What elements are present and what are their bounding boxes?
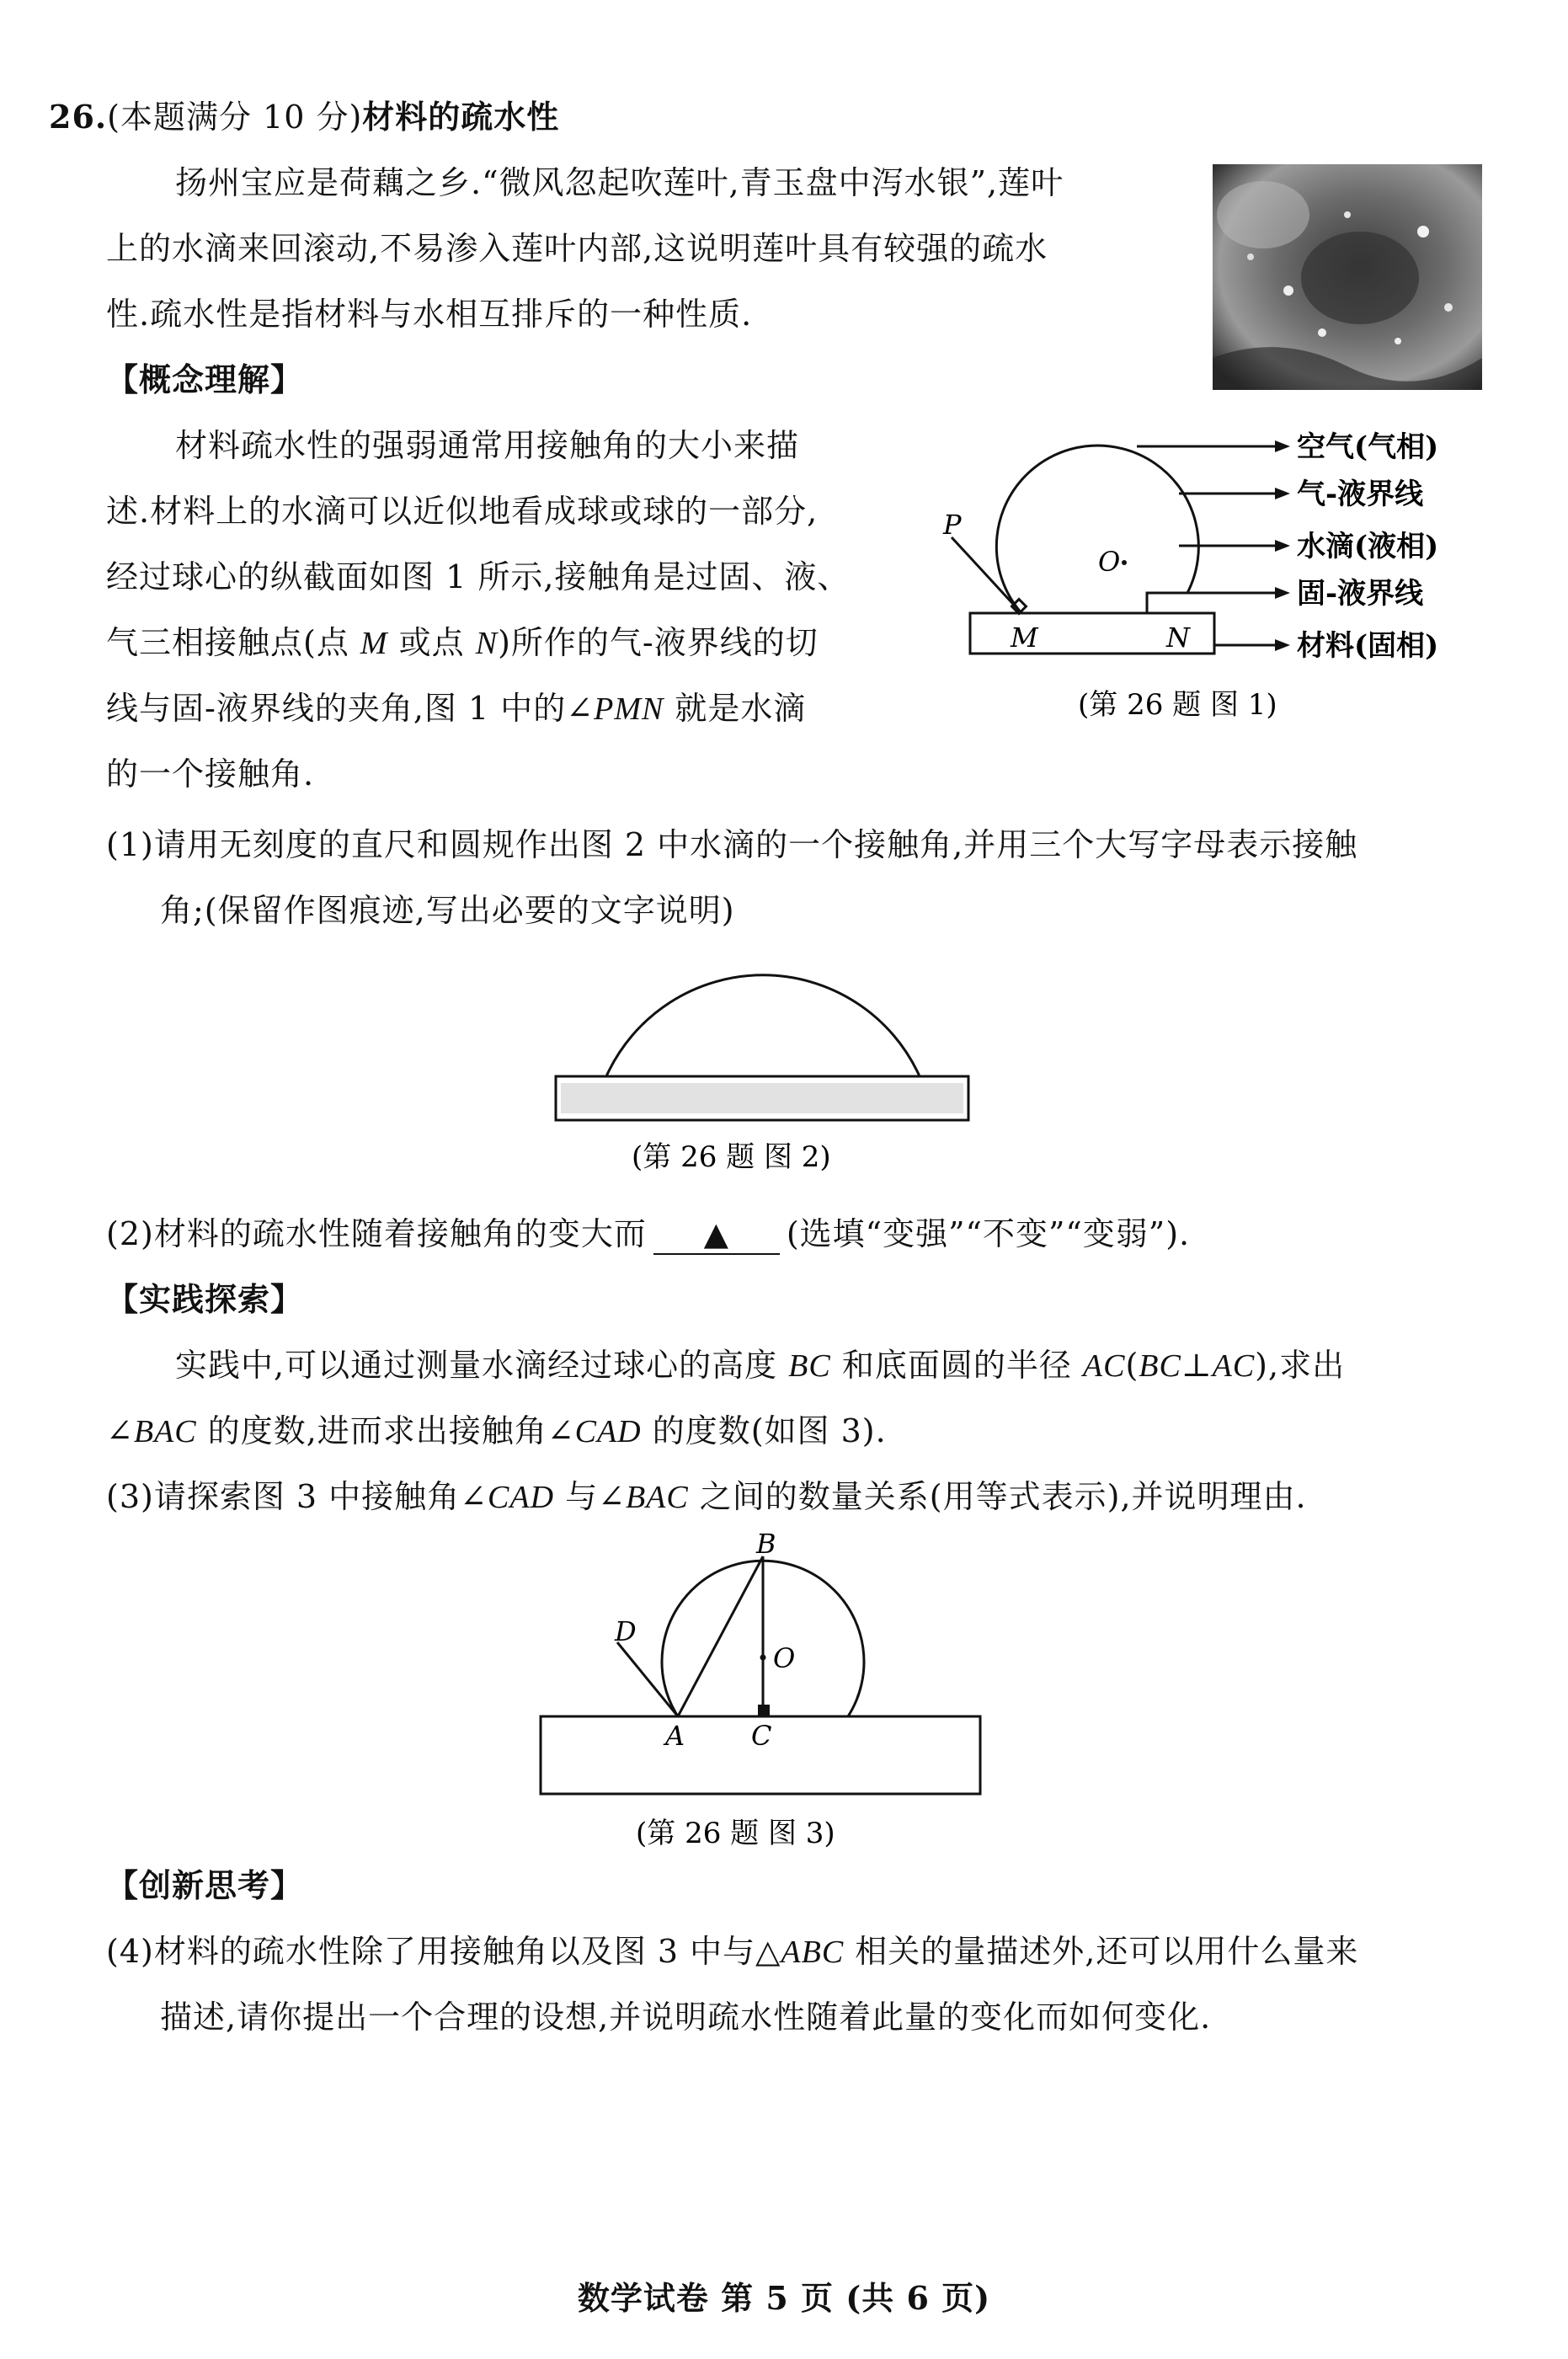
fig2-material-shade xyxy=(561,1083,963,1113)
q3-line: (3)请探索图 3 中接触角∠CAD 与∠BAC 之间的数量关系(用等式表示),并说明理由. xyxy=(106,1478,1307,1515)
section-concept: 【概念理解】 xyxy=(106,360,304,398)
concept-line-5: 线与固-液界线的夹角,图 1 中的∠PMN 就是水滴 xyxy=(106,690,807,727)
fig3-point-a: A xyxy=(665,1720,685,1752)
intro-line-2: 上的水滴来回滚动,不易渗入莲叶内部,这说明莲叶具有较强的疏水 xyxy=(106,230,1048,267)
fig3-tangent-ad xyxy=(617,1642,678,1716)
q2-line: (2)材料的疏水性随着接触角的变大而 ▲ (选填“变强”“不变”“变弱”). xyxy=(106,1201,1190,1267)
section-practice: 【实践探索】 xyxy=(106,1280,304,1318)
q1-line-2: 角;(保留作图痕迹,写出必要的文字说明) xyxy=(160,892,735,929)
fig2-droplet-arc xyxy=(606,975,920,1076)
intro-line-3: 性.疏水性是指材料与水相互排斥的一种性质. xyxy=(106,296,753,333)
fig3-center-dot xyxy=(760,1655,766,1661)
fig1-label-material: 材料(固相) xyxy=(1297,629,1439,663)
figure-1 xyxy=(926,413,1533,750)
question-number: 26. xyxy=(49,98,108,136)
fig1-label-solid-liquid: 固-液界线 xyxy=(1297,577,1424,611)
fig3-point-d: D xyxy=(615,1615,637,1647)
lotus-leaf-photo xyxy=(1213,164,1482,390)
fig3-point-b: B xyxy=(756,1528,776,1560)
figure-2 xyxy=(539,952,994,1188)
fig1-point-o: O xyxy=(1098,546,1121,578)
fig1-point-n: N xyxy=(1166,622,1190,654)
concept-line-2: 述.材料上的水滴可以近似地看成球或球的一部分, xyxy=(106,493,819,530)
answer-blank[interactable] xyxy=(653,1214,780,1255)
fig1-tangent-line xyxy=(952,537,1021,613)
fig3-point-o: O xyxy=(773,1642,796,1674)
section-innovation: 【创新思考】 xyxy=(106,1866,304,1904)
intro-line-1: 扬州宝应是荷藕之乡.“微风忽起吹莲叶,青玉盘中泻水银”,莲叶 xyxy=(175,164,1064,201)
fig3-right-angle-mark xyxy=(758,1705,770,1716)
fig1-point-m: M xyxy=(1011,622,1038,654)
fig1-point-p: P xyxy=(943,509,962,541)
fig3-point-c: C xyxy=(751,1720,772,1752)
practice-line-2: ∠BAC 的度数,进而求出接触角∠CAD 的度数(如图 3). xyxy=(106,1412,887,1449)
q4-line-1: (4)材料的疏水性除了用接触角以及图 3 中与△ABC 相关的量描述外,还可以用什么量来 xyxy=(106,1933,1359,1970)
q4-line-2: 描述,请你提出一个合理的设想,并说明疏水性随着此量的变化而如何变化. xyxy=(160,1999,1212,2036)
question-header xyxy=(49,84,559,150)
score-note: (本题满分 10 分) xyxy=(107,99,363,136)
fig1-label-air: 空气(气相) xyxy=(1297,430,1439,464)
question-title: 材料的疏水性 xyxy=(362,98,560,136)
q1-line-1: (1)请用无刻度的直尺和圆规作出图 2 中水滴的一个接触角,并用三个大写字母表示接触 xyxy=(106,826,1358,863)
blank-triangle-icon: ▲ xyxy=(703,1215,729,1252)
fig1-droplet-arc xyxy=(996,446,1198,613)
fig3-segment-ab xyxy=(678,1556,763,1716)
practice-line-1: 实践中,可以通过测量水滴经过球心的高度 BC 和底面圆的半径 AC(BC⊥AC),求出 xyxy=(175,1347,1346,1384)
fig1-caption: (第 26 题 图 1) xyxy=(1078,688,1277,722)
concept-line-1: 材料疏水性的强弱通常用接触角的大小来描 xyxy=(175,427,800,464)
concept-line-4: 气三相接触点(点 M 或点 N)所作的气-液界线的切 xyxy=(106,624,819,661)
page-footer: 数学试卷 第 5 页 (共 6 页) xyxy=(577,2279,991,2317)
fig2-caption: (第 26 题 图 2) xyxy=(632,1140,831,1174)
figure-3 xyxy=(531,1524,1002,1861)
fig1-label-gas-liquid: 气-液界线 xyxy=(1297,478,1424,511)
fig1-label-drop: 水滴(液相) xyxy=(1297,530,1439,563)
concept-line-3: 经过球心的纵截面如图 1 所示,接触角是过固、液、 xyxy=(106,558,851,595)
fig3-caption: (第 26 题 图 3) xyxy=(636,1817,835,1850)
concept-line-6: 的一个接触角. xyxy=(106,755,315,793)
fig1-solid-liquid-step xyxy=(1147,593,1187,613)
